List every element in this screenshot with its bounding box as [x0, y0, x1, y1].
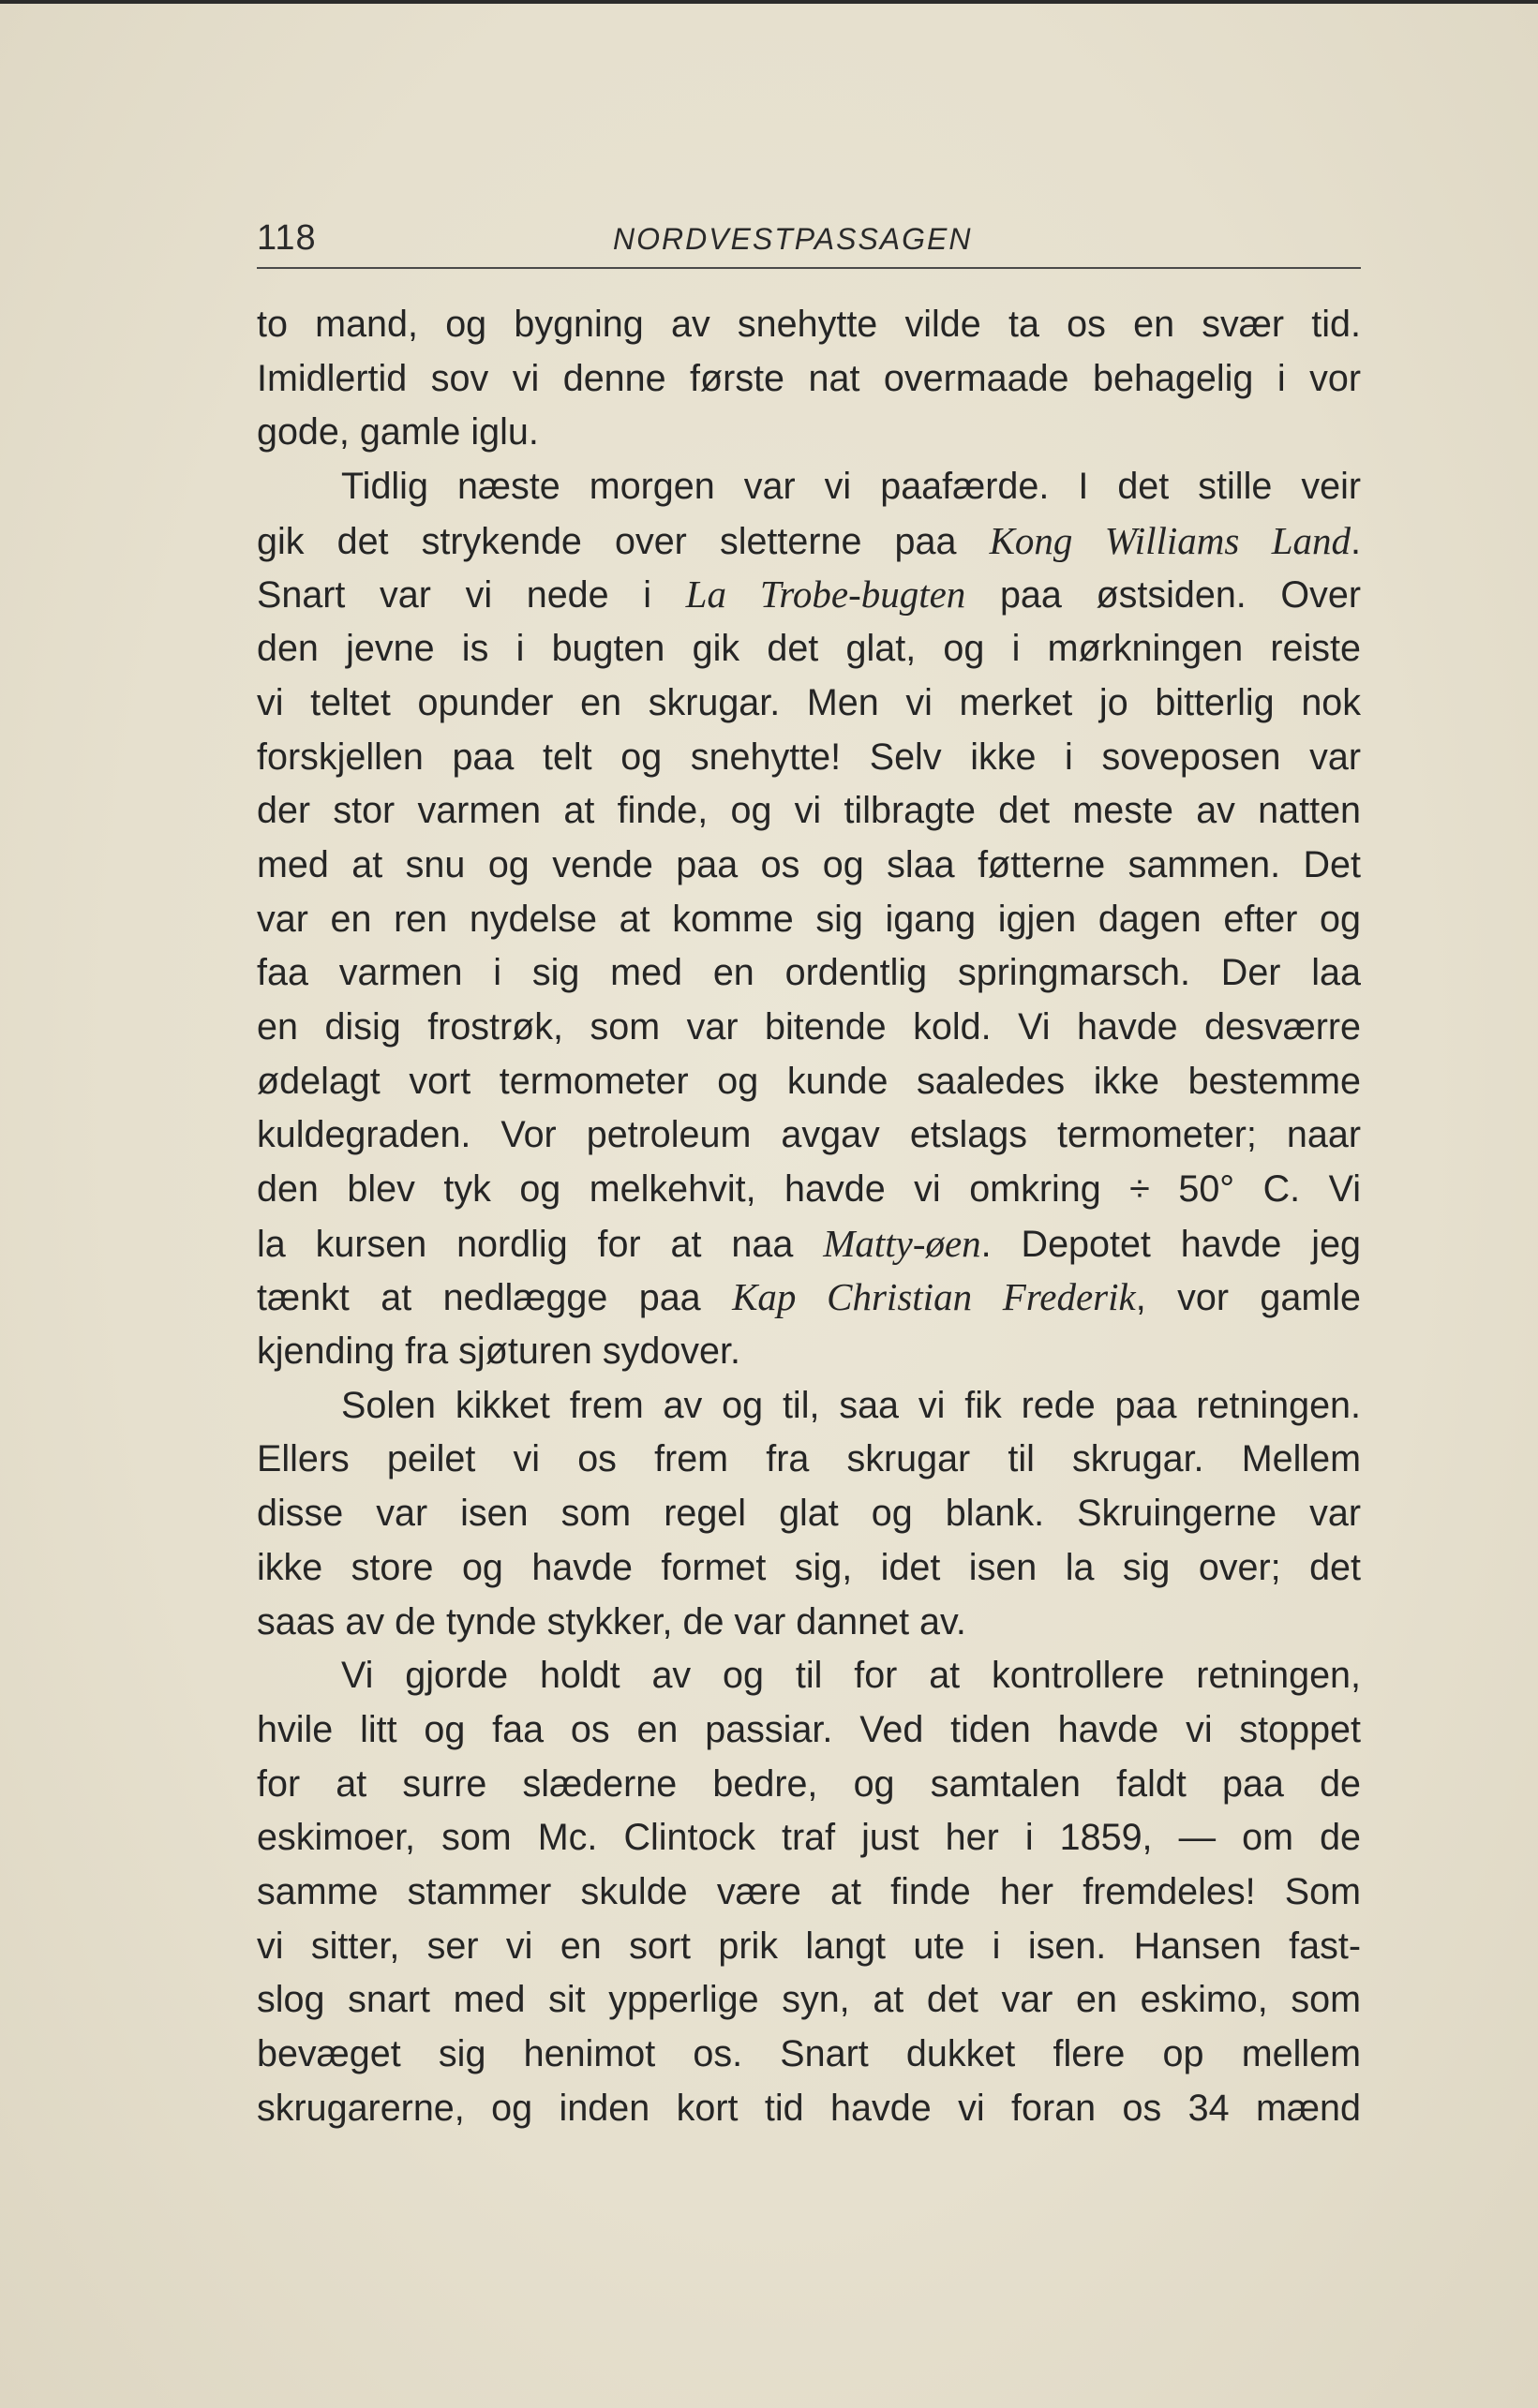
text-line: forskjellen paa telt og snehytte! Selv ikke i soveposen var: [257, 736, 1361, 778]
text-line: den blev tyk og melkehvit, havde vi omkring ÷ 50° C. Vi: [257, 1168, 1361, 1210]
text-line: skrugarerne, og inden kort tid havde vi foran os 34 mænd: [257, 2087, 1361, 2129]
page-number: 118: [257, 218, 317, 258]
text-line: var en ren nydelse at komme sig igang igjen dagen efter og: [257, 898, 1361, 940]
text-line: [257, 1217, 1361, 1271]
text-line: kuldegraden. Vor petroleum avgav etslags termometer; naar: [257, 1114, 1361, 1156]
text-line: Imidlertid sov vi denne første nat overmaade behagelig i vor: [257, 357, 1361, 399]
text-line: bevæget sig henimot os. Snart dukket flere op mellem: [257, 2033, 1361, 2074]
text-line: saas av de tynde stykker, de var dannet av.: [257, 1600, 966, 1642]
text-line: for at surre slæderne bedre, og samtalen faldt paa de: [257, 1762, 1361, 1805]
text-line: [257, 1271, 1361, 1325]
text-fragment: paa østsiden. Over: [965, 574, 1361, 617]
text-line: Vi gjorde holdt av og til for at kontrollere retningen,: [341, 1655, 1361, 1697]
text-line: faa varmen i sig med en ordentlig springmarsch. Der laa: [257, 952, 1361, 994]
page-header: [257, 211, 1361, 269]
text-line: ødelagt vort termometer og kunde saaledes ikke bestemme: [257, 1060, 1361, 1102]
text-line: vi sitter, ser vi en sort prik langt ute i isen. Hansen fast-: [257, 1925, 1361, 1967]
text-line: Solen kikket frem av og til, saa vi fik rede paa retningen.: [341, 1384, 1361, 1426]
body-text: [257, 298, 1361, 2135]
text-line: [257, 568, 1361, 622]
text-line: en disig frostrøk, som var bitende kold. Vi havde desværre: [257, 1005, 1361, 1048]
text-fragment: . Depotet havde jeg: [980, 1223, 1362, 1265]
text-line: gode, gamle iglu.: [257, 411, 539, 453]
text-line: vi teltet opunder en skrugar. Men vi merket jo bitterlig nok: [257, 681, 1361, 723]
text-line: disse var isen som regel glat og blank. Skruingerne var: [257, 1493, 1361, 1535]
place-name: La Trobe-bugten: [685, 572, 966, 617]
text-line: ikke store og havde formet sig, idet isen la sig over; det: [257, 1546, 1361, 1588]
text-line: der stor varmen at finde, og vi tilbragte det meste av natten: [257, 790, 1361, 832]
text-fragment: tænkt at nedlægge paa: [257, 1277, 733, 1319]
text-line: Ellers peilet vi os frem fra skrugar til skrugar. Mellem: [257, 1438, 1361, 1480]
text-fragment: , vor gamle: [1135, 1277, 1361, 1319]
text-line: to mand, og bygning av snehytte vilde ta os en svær tid.: [257, 304, 1361, 345]
text-line: slog snart med sit ypperlige syn, at det var en eskimo, som: [257, 1979, 1361, 2021]
text-line: Tidlig næste morgen var vi paafærde. I det stille veir: [341, 466, 1361, 508]
text-fragment: la kursen nordlig for at naa: [257, 1223, 824, 1265]
text-fragment: Snart var vi nede i: [257, 574, 686, 617]
text-line: den jevne is i bugten gik det glat, og i mørkningen reiste: [257, 628, 1361, 670]
running-title: NORDVESTPASSAGEN: [613, 222, 973, 256]
text-fragment: gik det strykende over sletterne paa: [257, 520, 990, 562]
scan-top-edge: [0, 0, 1538, 4]
place-name: Kap Christian Frederik: [732, 1275, 1136, 1319]
text-line: eskimoer, som Mc. Clintock traf just her i 1859, — om de: [257, 1817, 1361, 1859]
text-line: kjending fra sjøturen sydover.: [257, 1330, 740, 1373]
place-name: Kong Williams Land: [989, 518, 1351, 562]
text-line: med at snu og vende paa os og slaa føtterne sammen. Det: [257, 843, 1361, 885]
text-line: samme stammer skulde være at finde her fremdeles! Som: [257, 1870, 1361, 1912]
text-fragment: .: [1351, 520, 1362, 562]
place-name: Matty-øen: [823, 1221, 981, 1265]
text-line: [257, 514, 1361, 569]
text-line: hvile litt og faa os en passiar. Ved tiden havde vi stoppet: [257, 1708, 1361, 1750]
